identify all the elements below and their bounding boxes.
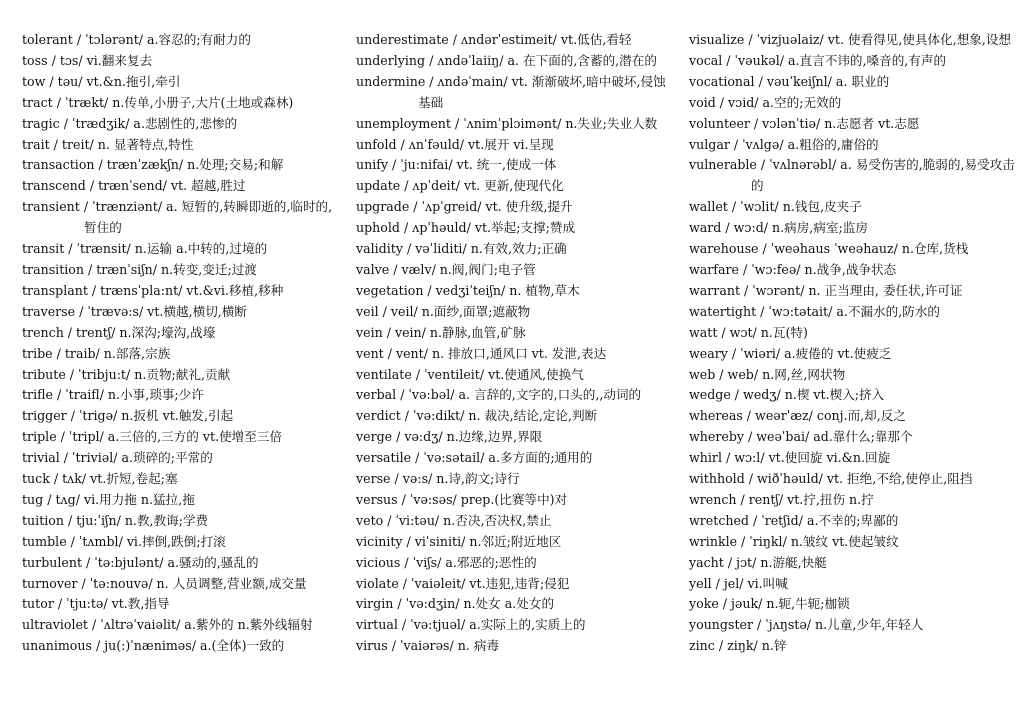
vocab-entry: ultraviolet / ˈʌltrəˈvaiəlit/ a.紫外的 n.紫外线辐射 [22,617,313,633]
vocab-entry: unanimous / ju(:)ˈnæniməs/ a.(全体)一致的 [22,638,285,654]
vocab-entry: versus / ˈvə:səs/ prep.(比赛等中)对 [356,491,568,507]
vocab-entry: underlying / ʌndəˈlaiiŋ/ a. 在下面的,含蓄的,潜在的 [356,52,657,68]
vocab-entry: warfare / ˈwɔ:feə/ n.战争,战争状态 [689,261,897,277]
vocab-entry: tug / tʌg/ vi.用力拖 n.猛拉,拖 [22,491,195,507]
vocab-entry: verdict / ˈvə:dikt/ n. 裁决,结论,定论,判断 [356,408,598,424]
vocab-entry: void / vɔid/ a.空的;无效的 [689,94,842,110]
vocab-entry: wrench / rentʃ/ vt.拧,扭伤 n.拧 [689,491,874,507]
vocab-entry: trait / treit/ n. 显著特点,特性 [22,136,194,152]
vocab-entry: youngster / ˈjʌŋstə/ n.儿童,少年,年轻人 [689,617,924,633]
vocab-entry: veil / veil/ n.面纱,面罩;遮蔽物 [356,303,531,319]
vocab-entry: vulgar / ˈvʌlgə/ a.粗俗的,庸俗的 [689,136,879,152]
vocab-entry: verse / və:s/ n.诗,韵文;诗行 [356,471,520,487]
vocab-entry: transient / ˈtrænziənt/ a. 短暂的,转瞬即逝的,临时的,暂住的 [22,199,333,236]
vocab-entry: vegetation / vedʒiˈteiʃn/ n. 植物,草木 [356,282,580,298]
vocab-entry: verbal / ˈvə:bəl/ a. 言辞的,文字的,口头的,,动词的 [356,387,642,403]
vocab-entry: unify / ˈju:nifai/ vt. 统一,使成一体 [356,157,557,173]
vocab-entry: whereby / weəˈbai/ ad.靠什么;靠那个 [689,429,913,445]
vocab-entry: transition / trænˈsiʃn/ n.转变,变迁;过渡 [22,261,257,277]
vocab-entry: weary / ˈwiəri/ a.疲倦的 vt.使疲乏 [689,345,892,361]
vocab-entry: virgin / ˈvə:dʒin/ n.处女 a.处女的 [356,596,555,612]
vocab-entry: veto / ˈvi:təu/ n.否决,否决权,禁止 [356,512,552,528]
vocab-entry: volunteer / vɔlənˈtiə/ n.志愿者 vt.志愿 [689,115,920,131]
vocab-entry: upgrade / ˈʌpˈgreid/ vt. 使升级,提升 [356,199,573,215]
vocab-entry: trivial / ˈtriviəl/ a.琐碎的;平常的 [22,450,213,466]
vocab-entry: verge / və:dʒ/ n.边缘,边界,界限 [356,429,543,445]
vocab-entry: yacht / jɔt/ n.游艇,快艇 [689,554,827,570]
vocab-entry: trench / trentʃ/ n.深沟;壕沟,战壕 [22,324,216,340]
vocab-entry: vocal / ˈvəukəl/ a.直言不讳的,嗓音的,有声的 [689,52,947,68]
vocab-entry: valve / vælv/ n.阀,阀门;电子管 [356,261,536,277]
vocab-entry: wretched / ˈretʃid/ a.不幸的;卑鄙的 [689,512,899,528]
vocab-entry: tribute / ˈtribju:t/ n.贡物;献礼,贡献 [22,366,231,382]
vocab-entry: wedge / wedʒ/ n.楔 vt.楔入;挤入 [689,387,885,403]
vocab-entry: validity / vəˈliditi/ n.有效,效力;正确 [356,241,567,257]
vocab-entry: undermine / ʌndəˈmain/ vt. 渐渐破坏,暗中破坏,侵蚀基础 [356,73,666,110]
vocab-entry: watt / wɔt/ n.瓦(特) [689,324,808,340]
vocab-entry: vicious / ˈviʃs/ a.邪恶的;恶性的 [356,554,537,570]
vocab-entry: wallet / ˈwɔlit/ n.钱包,皮夹子 [689,199,862,215]
vocab-entry: versatile / ˈvə:sətail/ a.多方面的;通用的 [356,450,593,466]
vocab-entry: zinc / ziŋk/ n.锌 [689,638,787,654]
vocab-entry: transcend / trænˈsend/ vt. 超越,胜过 [22,178,246,194]
vocab-entry: warehouse / ˈweəhaus ˈweəhauz/ n.仓库,货栈 [689,241,969,257]
vocab-entry: unfold / ʌnˈfəuld/ vt.展开 vi.呈现 [356,136,554,152]
vocab-entry: tutor / ˈtju:tə/ vt.教,指导 [22,596,170,612]
vocab-entry: underestimate / ʌndərˈestimeit/ vt.低估,看轻 [356,32,632,47]
vocab-entry: unemployment / ˈʌnimˈplɔimənt/ n.失业;失业人数 [356,115,658,131]
vocab-entry: toss / tɔs/ vi.翻来复去 [22,52,153,68]
vocab-entry: triple / ˈtripl/ a.三倍的,三方的 vt.使增至三倍 [22,429,283,445]
vocab-entry: visualize / ˈvizjuəlaiz/ vt. 使看得见,使具体化,想象,设想 [689,32,1012,47]
vocab-entry: update / ʌpˈdeit/ vt. 更新,使现代化 [356,178,564,194]
vocabulary-column-1 [22,30,338,657]
vocab-entry: vent / vent/ n. 排放口,通风口 vt. 发泄,表达 [356,345,607,361]
vocab-entry: trigger / ˈtrigə/ n.扳机 vt.触发,引起 [22,408,234,424]
vocab-entry: tragic / ˈtrædʒik/ a.悲剧性的,悲惨的 [22,115,238,131]
vocabulary-column-2 [356,30,672,657]
vocab-entry: tolerant / ˈtɔlərənt/ a.容忍的;有耐力的 [22,32,251,47]
vocab-entry: tract / ˈtrækt/ n.传单,小册子,大片(土地或森林) [22,94,294,110]
vocab-entry: transaction / trænˈzækʃn/ n.处理;交易;和解 [22,157,284,173]
vocab-entry: virtual / ˈvə:tjuəl/ a.实际上的,实质上的 [356,617,586,633]
vocab-entry: whereas / weərˈæz/ conj.而,却,反之 [689,408,906,424]
vocab-entry: vein / vein/ n.静脉,血管,矿脉 [356,324,526,340]
vocab-entry: uphold / ʌpˈhəuld/ vt.举起;支撑;赞成 [356,220,576,236]
vocab-entry: vulnerable / ˈvʌlnərəbl/ a. 易受伤害的,脆弱的,易受攻击的 [689,157,1015,194]
vocab-entry: ventilate / ˈventileit/ vt.使通风,使换气 [356,366,584,382]
vocab-entry: vicinity / viˈsiniti/ n.邻近;附近地区 [356,533,562,549]
vocab-entry: wrinkle / ˈriŋkl/ n.皱纹 vt.使起皱纹 [689,533,899,549]
vocab-entry: trifle / ˈtraifl/ n.小事,琐事;少许 [22,387,204,403]
vocab-entry: tuck / tʌk/ vt.折短,卷起;塞 [22,471,178,487]
vocab-entry: tumble / ˈtʌmbl/ vi.摔倒,跌倒;打滚 [22,533,226,549]
vocab-entry: yoke / jəuk/ n.轭,牛轭;枷锁 [689,596,850,612]
vocab-entry: traverse / ˈtrævə:s/ vt.横越,横切,横断 [22,303,247,319]
vocab-entry: whirl / wɔ:l/ vt.使回旋 vi.&n.回旋 [689,450,891,466]
vocab-entry: watertight / ˈwɔ:tətait/ a.不漏水的,防水的 [689,303,941,319]
vocab-entry: yell / jel/ vi.叫喊 [689,575,788,591]
vocab-entry: warrant / ˈwɔrənt/ n. 正当理由, 委任状,许可证 [689,282,963,298]
vocab-entry: turbulent / ˈtə:bjulənt/ a.骚动的,骚乱的 [22,554,259,570]
vocab-entry: ward / wɔ:d/ n.病房,病室;监房 [689,220,868,236]
vocab-entry: tow / təu/ vt.&n.拖引,牵引 [22,73,181,89]
vocab-entry: tribe / traib/ n.部落,宗族 [22,345,171,361]
vocab-entry: withhold / wiðˈhəuld/ vt. 拒绝,不给,使停止,阻挡 [689,471,973,487]
vocab-entry: transplant / trænsˈpla:nt/ vt.&vi.移植,移种 [22,282,284,298]
vocabulary-column-3 [689,30,1024,657]
vocab-entry: transit / ˈtrænsit/ n.运输 a.中转的,过境的 [22,241,268,257]
vocab-entry: virus / ˈvaiərəs/ n. 病毒 [356,638,500,654]
vocab-entry: web / web/ n.网,丝,网状物 [689,366,846,382]
vocab-entry: turnover / ˈtə:nouvə/ n. 人员调整,营业额,成交量 [22,575,307,591]
vocab-entry: vocational / vəuˈkeiʃnl/ a. 职业的 [689,73,890,89]
vocab-entry: violate / ˈvaiəleit/ vt.违犯,违背;侵犯 [356,575,570,591]
vocab-entry: tuition / tju:ˈiʃn/ n.教,教诲;学费 [22,512,209,528]
